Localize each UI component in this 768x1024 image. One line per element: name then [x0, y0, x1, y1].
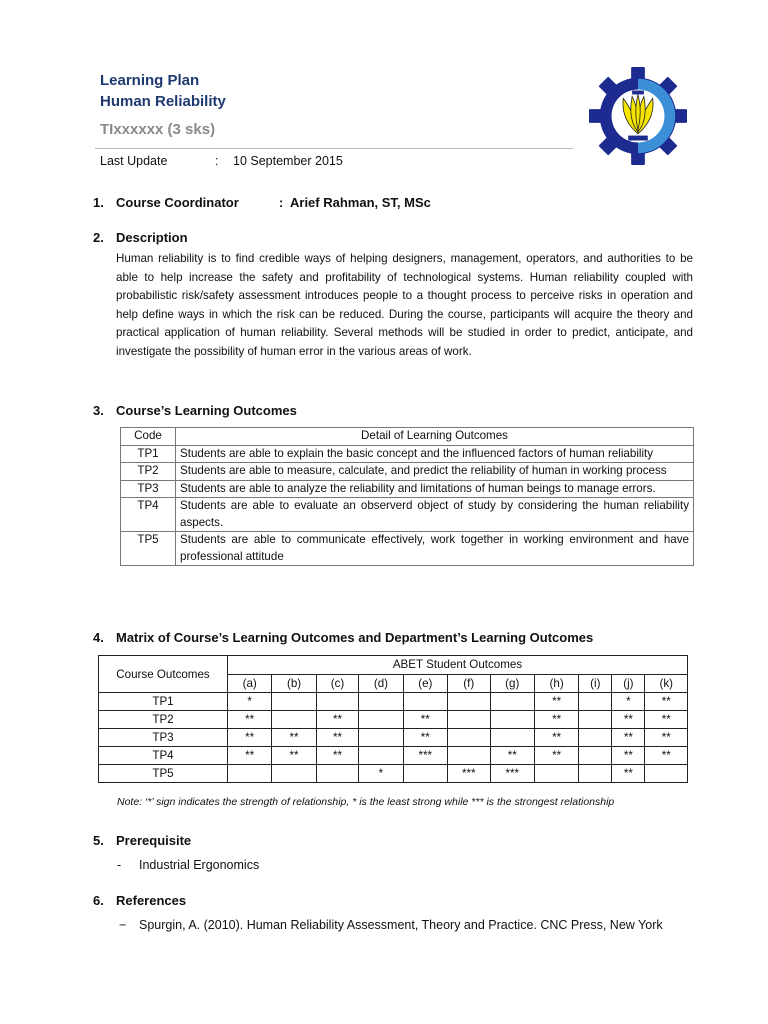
matrix-cell: ** [272, 747, 316, 765]
matrix-corner-label: Course Outcomes [99, 656, 228, 693]
matrix-cell [448, 747, 491, 765]
matrix-cell [359, 711, 403, 729]
description-text: Human reliability is to find credible ways of helping designers, management, operators, and authorities to be able to help increase the safety and profitability of technological systems. Human reliability coupled with probabilistic risk/safety assessment introduces people to a thought process to perceive risks in operation and help define ways in which the risk can be reduced. During the course, participants will acquire the theory and practical application of human reliability. Several methods will be studied in order to predict, anticipate, and investigate the possibility of human error in the various areas of work. [116, 252, 693, 358]
section-title: References [116, 893, 187, 908]
outcome-detail: Students are able to communicate effectively, work together in working environment and have professional attitude [176, 532, 694, 566]
matrix-cell: ** [490, 747, 534, 765]
table-row [99, 765, 688, 783]
last-update-separator: : [215, 154, 219, 168]
matrix-cell: ** [228, 747, 272, 765]
matrix-cell: ** [645, 693, 688, 711]
course-code: TIxxxxxx (3 sks) [100, 121, 216, 138]
matrix-cell [448, 693, 491, 711]
table-row [99, 693, 688, 711]
matrix-cell: ** [403, 729, 447, 747]
matrix-cell [490, 729, 534, 747]
matrix-cell [448, 711, 491, 729]
document-title [100, 70, 226, 112]
matrix-cell: * [228, 693, 272, 711]
matrix-cell [645, 765, 688, 783]
matrix-cell: ** [612, 711, 645, 729]
outcome-detail: Students are able to measure, calculate, and predict the reliability of human in working process [176, 463, 694, 481]
matrix-column-header: (k) [645, 674, 688, 693]
matrix-cell [272, 711, 316, 729]
matrix-cell: ** [272, 729, 316, 747]
table-row [99, 729, 688, 747]
outcome-code: TP1 [121, 445, 176, 463]
outcome-code: TP4 [121, 498, 176, 532]
matrix-row-label: TP2 [99, 711, 228, 729]
matrix-cell: ** [228, 729, 272, 747]
outcome-code: TP2 [121, 463, 176, 481]
matrix-column-header: (c) [316, 674, 359, 693]
matrix-cell: ** [316, 747, 359, 765]
prerequisite-item: Industrial Ergonomics [139, 858, 260, 872]
its-gear-emblem-icon [589, 67, 687, 165]
section-title: Course’s Learning Outcomes [116, 403, 297, 418]
matrix-row-label: TP3 [99, 729, 228, 747]
matrix-cell [228, 765, 272, 783]
outcome-code: TP3 [121, 480, 176, 498]
matrix-cell [316, 693, 359, 711]
matrix-cell [403, 765, 447, 783]
title-line-2: Human Reliability [100, 93, 226, 110]
section-number: 6. [93, 893, 104, 908]
matrix-cell [448, 729, 491, 747]
matrix-cell: ** [612, 747, 645, 765]
matrix-cell [490, 711, 534, 729]
reference-item: Spurgin, A. (2010). Human Reliability Assessment, Theory and Practice. CNC Press, New York [139, 918, 663, 932]
matrix-cell [359, 747, 403, 765]
matrix-cell [579, 747, 612, 765]
outcome-detail: Students are able to explain the basic concept and the influenced factors of human reliability [176, 445, 694, 463]
coordinator-separator: : [279, 195, 284, 210]
section-title: Prerequisite [116, 833, 192, 848]
table-row [121, 463, 694, 481]
matrix-row-label: TP1 [99, 693, 228, 711]
matrix-cell [579, 693, 612, 711]
matrix-cell [272, 693, 316, 711]
matrix-cell [490, 693, 534, 711]
matrix-column-header: (b) [272, 674, 316, 693]
prerequisite-bullet: - [117, 858, 122, 872]
section-number: 1. [93, 195, 104, 210]
outcomes-matrix-table [98, 655, 688, 783]
table-row [99, 747, 688, 765]
table-header-row [121, 428, 694, 446]
title-line-1: Learning Plan [100, 72, 200, 89]
matrix-cell: ** [612, 765, 645, 783]
matrix-row-label: TP5 [99, 765, 228, 783]
learning-outcomes-table [120, 427, 694, 566]
section-title: Matrix of Course’s Learning Outcomes and Department’s Learning Outcomes [116, 630, 594, 645]
matrix-column-header: (d) [359, 674, 403, 693]
section-title: Description [116, 230, 188, 245]
matrix-group-header-row [99, 656, 688, 675]
table-row [121, 498, 694, 532]
matrix-group-header: ABET Student Outcomes [228, 656, 688, 675]
matrix-cell: ** [534, 711, 578, 729]
column-header-detail: Detail of Learning Outcomes [176, 428, 694, 446]
section-number: 4. [93, 630, 104, 645]
table-row [99, 711, 688, 729]
matrix-cell [359, 729, 403, 747]
matrix-cell: ** [534, 693, 578, 711]
matrix-column-header: (i) [579, 674, 612, 693]
matrix-cell: ** [316, 711, 359, 729]
matrix-cell: ** [645, 747, 688, 765]
matrix-cell: *** [448, 765, 491, 783]
column-header-code: Code [121, 428, 176, 446]
matrix-row-label: TP4 [99, 747, 228, 765]
matrix-cell [579, 765, 612, 783]
table-row [121, 480, 694, 498]
matrix-cell: ** [316, 729, 359, 747]
coordinator-name: Arief Rahman, ST, MSc [290, 195, 431, 210]
matrix-cell [534, 765, 578, 783]
outcome-detail: Students are able to analyze the reliability and limitations of human beings to manage errors. [176, 480, 694, 498]
matrix-cell: *** [490, 765, 534, 783]
outcome-code: TP5 [121, 532, 176, 566]
matrix-cell: * [612, 693, 645, 711]
matrix-column-header: (a) [228, 674, 272, 693]
matrix-cell: ** [534, 747, 578, 765]
table-row [121, 532, 694, 566]
table-row [121, 445, 694, 463]
matrix-cell [272, 765, 316, 783]
matrix-cell: *** [403, 747, 447, 765]
matrix-cell: ** [403, 711, 447, 729]
matrix-column-header: (e) [403, 674, 447, 693]
matrix-column-header: (j) [612, 674, 645, 693]
last-update-value: 10 September 2015 [233, 154, 343, 168]
matrix-cell: * [359, 765, 403, 783]
section-number: 2. [93, 230, 104, 245]
matrix-column-header: (f) [448, 674, 491, 693]
outcome-detail: Students are able to evaluate an observerd object of study by considering the human reliability aspects. [176, 498, 694, 532]
section-number: 3. [93, 403, 104, 418]
matrix-cell: ** [228, 711, 272, 729]
matrix-note: Note: ‘*’ sign indicates the strength of relationship, * is the least strong while *** is the strongest relationship [117, 796, 615, 808]
matrix-cell [316, 765, 359, 783]
matrix-column-header: (h) [534, 674, 578, 693]
matrix-cell [579, 729, 612, 747]
last-update-label: Last Update [100, 154, 168, 168]
matrix-column-header: (g) [490, 674, 534, 693]
matrix-cell [579, 711, 612, 729]
section-number: 5. [93, 833, 104, 848]
header-divider [95, 148, 573, 149]
matrix-cell: ** [645, 711, 688, 729]
matrix-cell [403, 693, 447, 711]
reference-bullet: − [119, 918, 127, 932]
section-title: Course Coordinator [116, 195, 239, 210]
matrix-cell: ** [612, 729, 645, 747]
matrix-cell [359, 693, 403, 711]
matrix-cell: ** [534, 729, 578, 747]
matrix-cell: ** [645, 729, 688, 747]
